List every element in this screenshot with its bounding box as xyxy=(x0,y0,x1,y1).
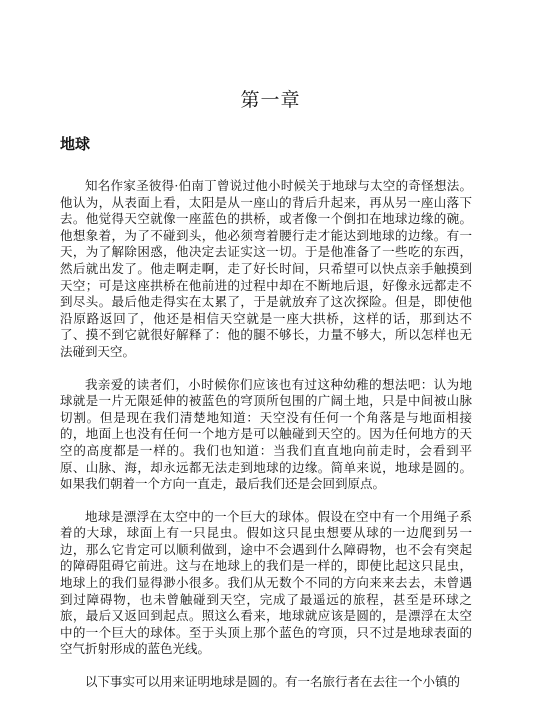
paragraph-1: 知名作家圣彼得·伯南丁曾说过他小时候关于地球与太空的奇怪想法。他认为，从表面上看，太阳是从一座山的背后升起来，再从另一座山落下去。他觉得天空就像一座蓝色的拱桥，或者像一个倒扣在地球边缘的碗。他想象着，为了不碰到头，他必须弯着腰行走才能达到地球的边缘。有一天，为了解除困惑，他决定去证实这一切。于是他准备了一些吃的东西，然后就出发了。他走啊走啊，走了好长时间，只希望可以快点亲手触摸到天空；可是这座拱桥在他前进的过程中却在不断地后退，好像永远都走不到尽头。最后他走得实在太累了，于是就放弃了这次探险。但是，即使他沿原路返回了，他还是相信天空就是一座大拱桥，这样的话，那到达不了、摸不到它就很好解释了：他的腿不够长，力量不够大，所以怎样也无法碰到天空。 xyxy=(60,178,472,359)
body-text xyxy=(60,178,472,707)
section-title: 地球 xyxy=(60,135,91,153)
paragraph-4: 以下事实可以用来证明地球是圆的。有一名旅行者在去往一个小镇的 xyxy=(85,674,461,690)
paragraph-2: 我亲爱的读者们，小时候你们应该也有过这种幼稚的想法吧：认为地球就是一片无限延伸的被蓝色的穹顶所包围的广阔土地，只是中间被山脉切割。但是现在我们清楚地知道：天空没有任何一个角落是与地面相接的，地面上也没有任何一个地方是可以触碰到天空的。因为任何地方的天空的高度都是一样的。我们也知道：当我们直直地向前走时，会看到平原、山脉、海，却永远都无法走到地球的边缘。简单来说，地球是圆的。如果我们朝着一个方向一直走，最后我们还是会回到原点。 xyxy=(60,376,472,492)
chapter-title: 第一章 xyxy=(240,89,301,111)
paragraph-3: 地球是漂浮在太空中的一个巨大的球体。假设在空中有一个用绳子系着的大球，球面上有一只昆虫。假如这只昆虫想要从球的一边爬到另一边，那么它肯定可以顺利做到，途中不会遇到什么障碍物，也不会有突起的障碍阻碍它前进。这与在地球上的我们是一样的，即使比起这只昆虫，地球上的我们显得渺小很多。我们从无数个不同的方向来来去去，未曾遇到过障碍物，也未曾触碰到天空，完成了最遥远的旅程，甚至是环球之旅，最后又返回到起点。照这么看来，地球就应该是圆的，是漂浮在太空中的一个巨大的球体。至于头顶上那个蓝色的穹顶，只不过是地球表面的空气折射形成的蓝色光线。 xyxy=(60,508,472,657)
